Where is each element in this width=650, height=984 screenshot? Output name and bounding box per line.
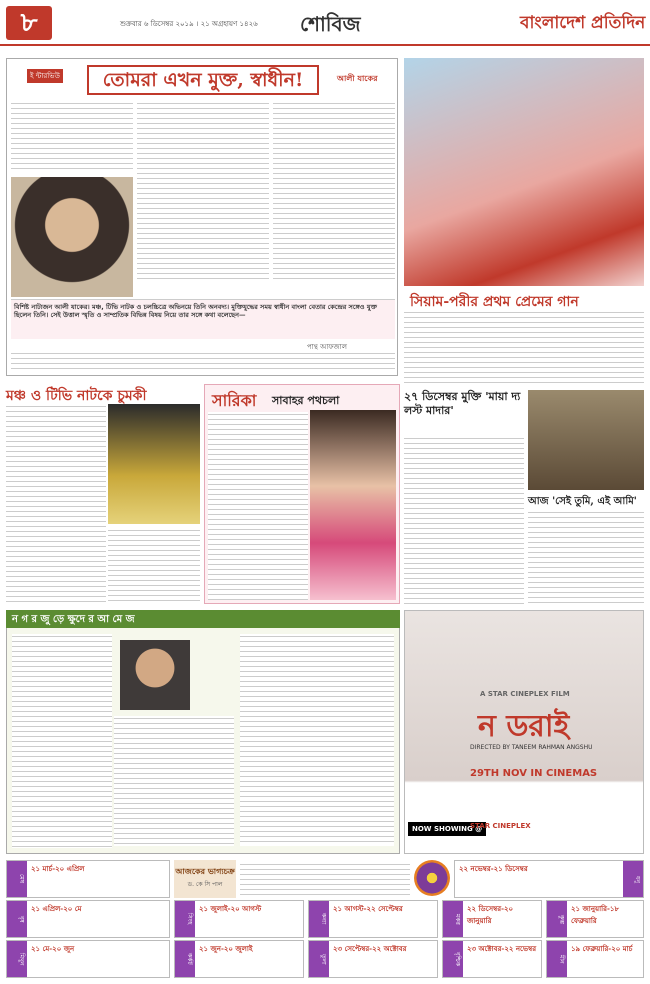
chumki-photo: [108, 404, 200, 524]
sign-kanya: কন্যা: [309, 901, 329, 937]
interview-text-col1: [11, 101, 133, 173]
siam-text: [404, 310, 644, 384]
zodiac-makar: [442, 900, 542, 938]
zodiac-mithun: [6, 940, 170, 978]
sign-kanya-range: ২১ আগস্ট-২২ সেপ্টেম্বর: [333, 905, 403, 913]
aaj-headline: আজ 'সেই তুমি, এই আমি': [528, 496, 637, 507]
ali-zaker-photo: [11, 177, 133, 297]
zodiac-dhanu: [454, 860, 644, 898]
ad-release: 29TH NOV IN CINEMAS: [470, 768, 598, 779]
nagar-photo: [120, 640, 190, 710]
horoscope-intro: [240, 862, 410, 896]
interview-text-col3: [273, 101, 395, 281]
interviewee-name: আলী যাকের: [337, 74, 378, 83]
siam-headline: সিয়াম-পরীর প্রথম প্রেমের গান: [410, 294, 579, 310]
zodiac-mesh: [6, 860, 170, 898]
page-header: [0, 0, 650, 46]
sarika-headline: সারিকা: [212, 391, 257, 410]
sign-meen: মীন: [547, 941, 567, 977]
sign-mithun: মিথুন: [7, 941, 27, 977]
sign-dhanu: ধনু: [623, 861, 643, 897]
siam-pori-photo: [404, 58, 644, 286]
sign-makar: মকর: [443, 901, 463, 937]
interview-text-bottom: [11, 351, 395, 373]
horoscope-title: আজকের ভাগ্যচক্র: [175, 866, 235, 876]
interview-intro-text: বিশিষ্ট নাট্যজন আলী যাকের। মঞ্চ, টিভি নাটক ও চলচ্চিত্রে অভিনয়ে তিনি অনবদ্য। মুক্তিযুদ্ধের সময় স্বাধীন বাংলা বেতার কেন্দ্রের সঙ্গেও যুক্ত ছিলেন তিনি। সেই উত্তাল স্মৃতি ও সাম্প্রতিক বিভিন্ন বিষয় নিয়ে তার সঙ্গে কথা বলেছেন—: [14, 303, 377, 319]
horoscope-section: [6, 860, 644, 980]
maya-headline: ২৭ ডিসেম্বর মুক্তি 'মায়া দ্য লস্ট মাদার': [404, 390, 521, 417]
sarika-photo: [310, 410, 396, 600]
section-title: শোবিজ: [300, 12, 361, 36]
chumki-headline: মঞ্চ ও টিভি নাটকে চুমকী: [6, 388, 147, 404]
horoscope-title-box: [174, 860, 236, 898]
zodiac-tula: [308, 940, 438, 978]
zodiac-wheel: [414, 860, 450, 896]
nagar-text1: [12, 634, 112, 848]
sign-karkat: কর্কট: [175, 941, 195, 977]
horoscope-author: ড. কে সি পাল: [187, 881, 223, 888]
sign-tula: তুলা: [309, 941, 329, 977]
maya-text: [404, 436, 524, 604]
sign-tula-range: ২৩ সেপ্টেম্বর-২২ অক্টোবর: [333, 945, 407, 953]
sign-meen-range: ১৯ ফেব্রুয়ারি-২০ মার্চ: [571, 945, 633, 953]
interview-text-col2: [137, 101, 269, 281]
zodiac-kanya: [308, 900, 438, 938]
sarika-text: [208, 412, 308, 600]
zodiac-brishchik: [442, 940, 542, 978]
nagar-headline: ন গ র জু ড়ে ক্ষুদে র আ মে জ: [6, 610, 400, 628]
zodiac-brisha: [6, 900, 170, 938]
interview-reporter: পান্থ আফজাল: [307, 343, 347, 351]
ad-director: DIRECTED BY TANEEM RAHMAN ANGSHU: [470, 744, 593, 751]
page-number: ৮: [6, 6, 52, 40]
ad-company: A STAR CINEPLEX FILM: [480, 690, 570, 698]
sign-karkat-range: ২১ জুন-২০ জুলাই: [199, 945, 253, 953]
ad-showing: NOW SHOWING @: [408, 822, 486, 836]
sign-dhanu-range: ২২ নভেম্বর-২১ ডিসেম্বর: [459, 865, 528, 873]
sign-singha-range: ২১ জুলাই-২০ আগস্ট: [199, 905, 262, 913]
ad-title: ন ডরাই: [478, 709, 570, 744]
nagar-text3: [240, 634, 394, 846]
sarika-headline2: সাবাহর পথচলা: [272, 394, 340, 407]
brand-logo: বাংলাদেশ প্রতিদিন: [520, 13, 646, 33]
sign-brishchik: বৃশ্চিক: [443, 941, 463, 977]
sign-kumbha: কুম্ভ: [547, 901, 567, 937]
interview-headline: তোমরা এখন মুক্ত, স্বাধীন!: [87, 65, 319, 95]
zodiac-karkat: [174, 940, 304, 978]
chumki-text: [6, 404, 106, 604]
zodiac-singha: [174, 900, 304, 938]
sign-mesh-range: ২১ মার্চ-২০ এপ্রিল: [31, 865, 85, 873]
sign-brisha-range: ২১ এপ্রিল-২০ মে: [31, 905, 82, 913]
aaj-text: [528, 510, 644, 604]
sign-brisha: বৃষ: [7, 901, 27, 937]
interview-block: [6, 58, 398, 376]
dateline: শুক্রবার ৬ ডিসেম্বর ২০১৯ । ২১ অগ্রহায়ণ ১৪২৬: [120, 20, 258, 28]
sign-singha: সিংহ: [175, 901, 195, 937]
sign-makar-range: ২২ ডিসেম্বর-২০ জানুয়ারি: [467, 905, 514, 925]
sign-kumbha-range: ২১ জানুয়ারি-১৮ ফেব্রুয়ারি: [571, 905, 619, 925]
maya-photo: [528, 390, 644, 490]
ad-cineplex: STAR CINEPLEX: [470, 822, 531, 830]
chumki-text2: [108, 528, 200, 604]
nagar-text2: [114, 716, 234, 846]
sign-mesh: মেষ: [7, 861, 27, 897]
zodiac-kumbha: [546, 900, 644, 938]
interview-intro: [11, 299, 395, 339]
sign-brishchik-range: ২৩ অক্টোবর-২২ নভেম্বর: [467, 945, 537, 953]
zodiac-meen: [546, 940, 644, 978]
sign-mithun-range: ২১ মে-২০ জুন: [31, 945, 75, 953]
interview-tag: ই ন্টারভিউ: [27, 69, 63, 83]
